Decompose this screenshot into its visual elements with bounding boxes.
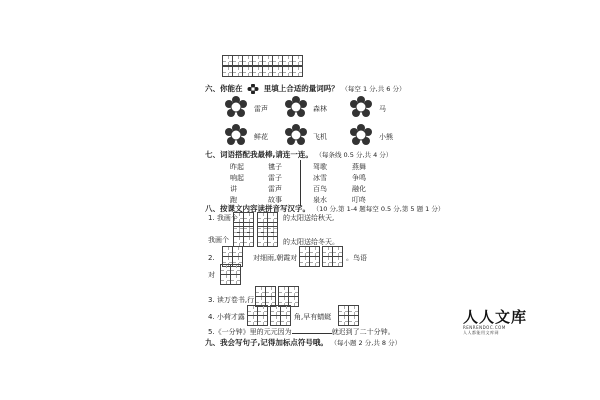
flower-icon [350,96,372,118]
flower-icon [225,96,247,118]
writing-grid-top-2 [222,66,302,77]
q1b-prefix: 我画个 [208,236,229,244]
q5-suffix: 就迟到了二十分钟。 [331,328,395,336]
section7-heading [205,150,392,160]
q2-suffix: 。鸟语 [346,254,367,262]
q1b-suffix: 的太阳送给冬天。 [283,238,339,246]
flower-icon [285,96,307,118]
section7-note: （每条线 0.5 分,共 4 分） [315,151,393,159]
writing-grid-top [222,55,302,66]
answer-grid [247,315,267,326]
q5-line [208,327,395,336]
section6-title-2: 里填上合适的量词吗？ [263,84,339,93]
match-word: 毽子 [268,163,282,171]
answer-grid [299,256,319,267]
logo-sub: RENRENDOC.COM [463,325,506,330]
match-word: 昨起 [230,163,244,171]
q1a-prefix: 1. 我画个 [208,214,238,222]
flower-label-5: 飞机 [313,133,327,141]
flower-label-2: 森林 [313,105,327,113]
answer-grid [270,315,290,326]
match-word: 泉水 [313,196,327,204]
section9-title: 九、我会写句子,记得加标点符号哦。 [205,338,328,347]
match-word: 响起 [230,174,244,182]
match-word: 融化 [352,185,366,193]
flower-icon [285,124,307,146]
logo-sub-2: 人人都能用文库网 [463,330,499,335]
flower-icon [225,124,247,146]
match-column-4 [352,162,366,206]
q2-prefix: 2. [208,254,215,262]
match-word: 故事 [268,196,282,204]
answer-grid [338,315,358,326]
match-column-3 [313,162,327,206]
q4-prefix: 4. 小荷才露 [208,313,245,321]
section8-note: （10 分,第 1-4 题每空 0.5 分,第 5 题 1 分） [312,205,445,213]
q3-text: 3. 读万卷书,行 [208,296,255,304]
flower-label-6: 小熊 [379,133,393,141]
q4-mid: 角,早有蜻蜓 [294,313,332,321]
q2-mid: 对细雨,朝霞对 [253,254,298,262]
match-word: 雷子 [268,174,282,182]
section9-heading [205,338,401,348]
flower-label-3: 马 [379,105,386,113]
match-word: 雷声 [268,185,282,193]
column-divider [300,160,301,206]
flower-icon [350,124,372,146]
match-word: 讲 [230,185,237,193]
section7-title: 七、词语搭配我最棒,请连一连。 [205,150,313,159]
section6-heading [205,84,405,94]
match-word: 争鸣 [352,174,366,182]
q5-prefix: 5.《一分钟》里的元元因为 [208,328,292,336]
section9-note: （每小题 2 分,共 8 分） [330,339,402,347]
match-word: 驾歌 [313,163,327,171]
match-column-1 [230,162,244,206]
match-word: 叮咚 [352,196,366,204]
q1a-suffix: 的太阳送给秋天, [283,214,335,222]
match-column-2 [268,162,282,206]
answer-grid [322,256,342,267]
flower-label-4: 鲜花 [254,133,268,141]
match-word: 跑 [230,196,237,204]
logo-name: 人人文库 [463,308,528,326]
match-word: 燕舞 [352,163,366,171]
match-word: 百鸟 [313,185,327,193]
answer-blank[interactable] [292,327,332,334]
renrendoc-logo [463,309,543,337]
section8-title: 八、按课文内容读拼音写汉字。 [205,204,310,213]
q2-end: 对 [208,271,215,279]
flower-label-1: 雷声 [254,105,268,113]
section6-title: 六、你能在 [205,84,243,93]
section6-note: （每空 1 分,共 6 分） [341,85,406,93]
match-word: 冰雪 [313,174,327,182]
answer-grid [257,236,277,247]
answer-grid [220,274,240,285]
flower-icon [247,84,259,94]
